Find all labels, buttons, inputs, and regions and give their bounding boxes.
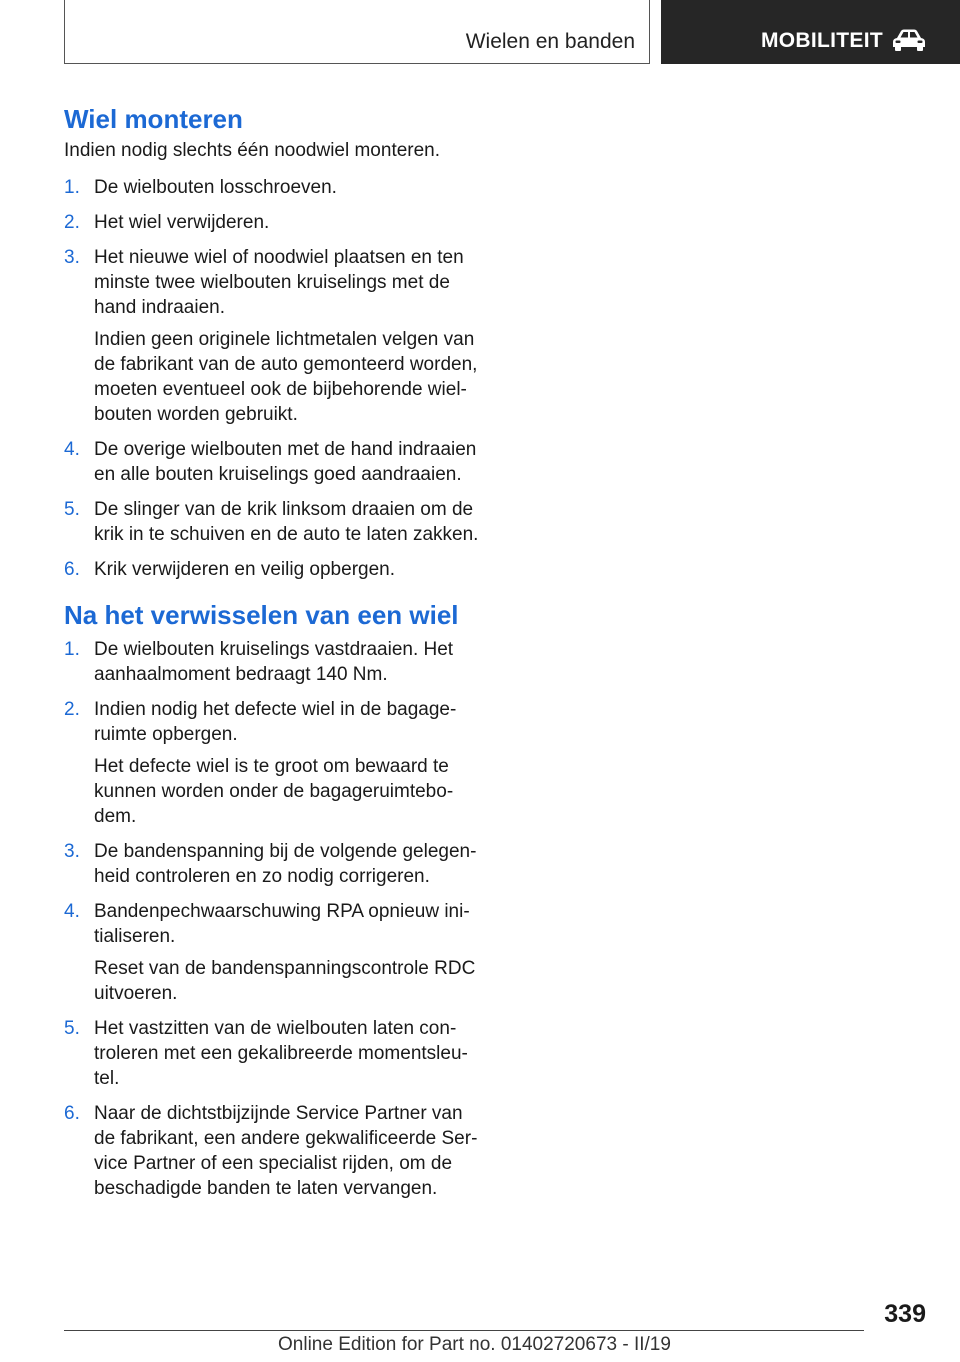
list-item (64, 437, 480, 487)
main-content (64, 102, 480, 1211)
step-text: Het nieuwe wiel of noodwiel plaatsen en ten minste twee wielbouten kruiselings met de hand indraaien. (94, 247, 464, 318)
list-item (64, 497, 480, 547)
footer-divider (64, 1330, 864, 1331)
step-number: 3. (64, 841, 80, 862)
header-section-box (661, 0, 960, 64)
step-number: 4. (64, 901, 80, 922)
header-chapter-box (64, 0, 650, 64)
list-item (64, 557, 480, 582)
step-number: 4. (64, 439, 80, 460)
step-text: Indien nodig het defecte wiel in de bagageruimte opbergen. (94, 699, 457, 745)
list-item (64, 697, 480, 829)
step-number: 1. (64, 177, 80, 198)
step-note: Indien geen originele lichtmetalen velgen van de fabrikant van de auto gemonteerd worden, moeten eventueel ook de bijbehorende wielbouten worden gebruikt. (94, 329, 478, 425)
step-number: 5. (64, 499, 80, 520)
step-number: 3. (64, 247, 80, 268)
list-item (64, 245, 480, 427)
step-text: De wielbouten kruiselings vastdraaien. Het aanhaalmoment bedraagt 140 Nm. (94, 639, 454, 685)
step-note: Reset van de bandenspanningscontrole RDC uitvoeren. (94, 958, 476, 1004)
section-intro: Indien nodig slechts één noodwiel monteren. (64, 140, 441, 161)
steps-list-wiel-monteren (64, 175, 480, 582)
step-text: Het vastzitten van de wielbouten laten controleren met een gekalibreerde momentsleutel. (94, 1018, 468, 1089)
list-item (64, 899, 480, 1006)
step-text: Het wiel verwijderen. (94, 212, 270, 233)
list-item (64, 210, 480, 235)
step-text: Naar de dichtstbijzijnde Service Partner van de fabrikant, een andere gekwalificeerde Service Partner of een specialist rijden, om de beschadigde banden te laten vervangen. (94, 1103, 478, 1199)
list-item (64, 637, 480, 687)
step-number: 2. (64, 212, 80, 233)
chapter-title: Wielen en banden (465, 30, 635, 53)
page-number: 339 (884, 1300, 926, 1328)
section-heading-wiel-monteren: Wiel monteren (64, 104, 243, 134)
list-item (64, 839, 480, 889)
list-item (64, 175, 480, 200)
step-text: De wielbouten losschroeven. (94, 177, 337, 198)
step-note: Het defecte wiel is te groot om bewaard te kunnen worden onder de bagageruimtebodem. (94, 756, 454, 827)
step-number: 5. (64, 1018, 80, 1039)
steps-list-na-het-verwisselen (64, 637, 480, 1201)
step-text: De bandenspanning bij de volgende gelegenheid controleren en zo nodig corrigeren. (94, 841, 477, 887)
step-number: 1. (64, 639, 80, 660)
car-icon (891, 28, 927, 52)
section-label: MOBILITEIT (761, 29, 883, 52)
step-text: De overige wielbouten met de hand indraaien en alle bouten kruiselings goed aandraaien. (94, 439, 477, 485)
step-number: 6. (64, 1103, 80, 1124)
step-text: Bandenpechwaarschuwing RPA opnieuw initialiseren. (94, 901, 470, 947)
list-item (64, 1016, 480, 1091)
footer-edition: Online Edition for Part no. 01402720673 - II/19 (278, 1334, 671, 1355)
step-number: 6. (64, 559, 80, 580)
section-heading-na-het-verwisselen: Na het verwisselen van een wiel (64, 600, 459, 630)
step-text: De slinger van de krik linksom draaien om de krik in te schuiven en de auto te laten zakken. (94, 499, 479, 545)
step-text: Krik verwijderen en veilig opbergen. (94, 559, 395, 580)
step-number: 2. (64, 699, 80, 720)
list-item (64, 1101, 480, 1201)
